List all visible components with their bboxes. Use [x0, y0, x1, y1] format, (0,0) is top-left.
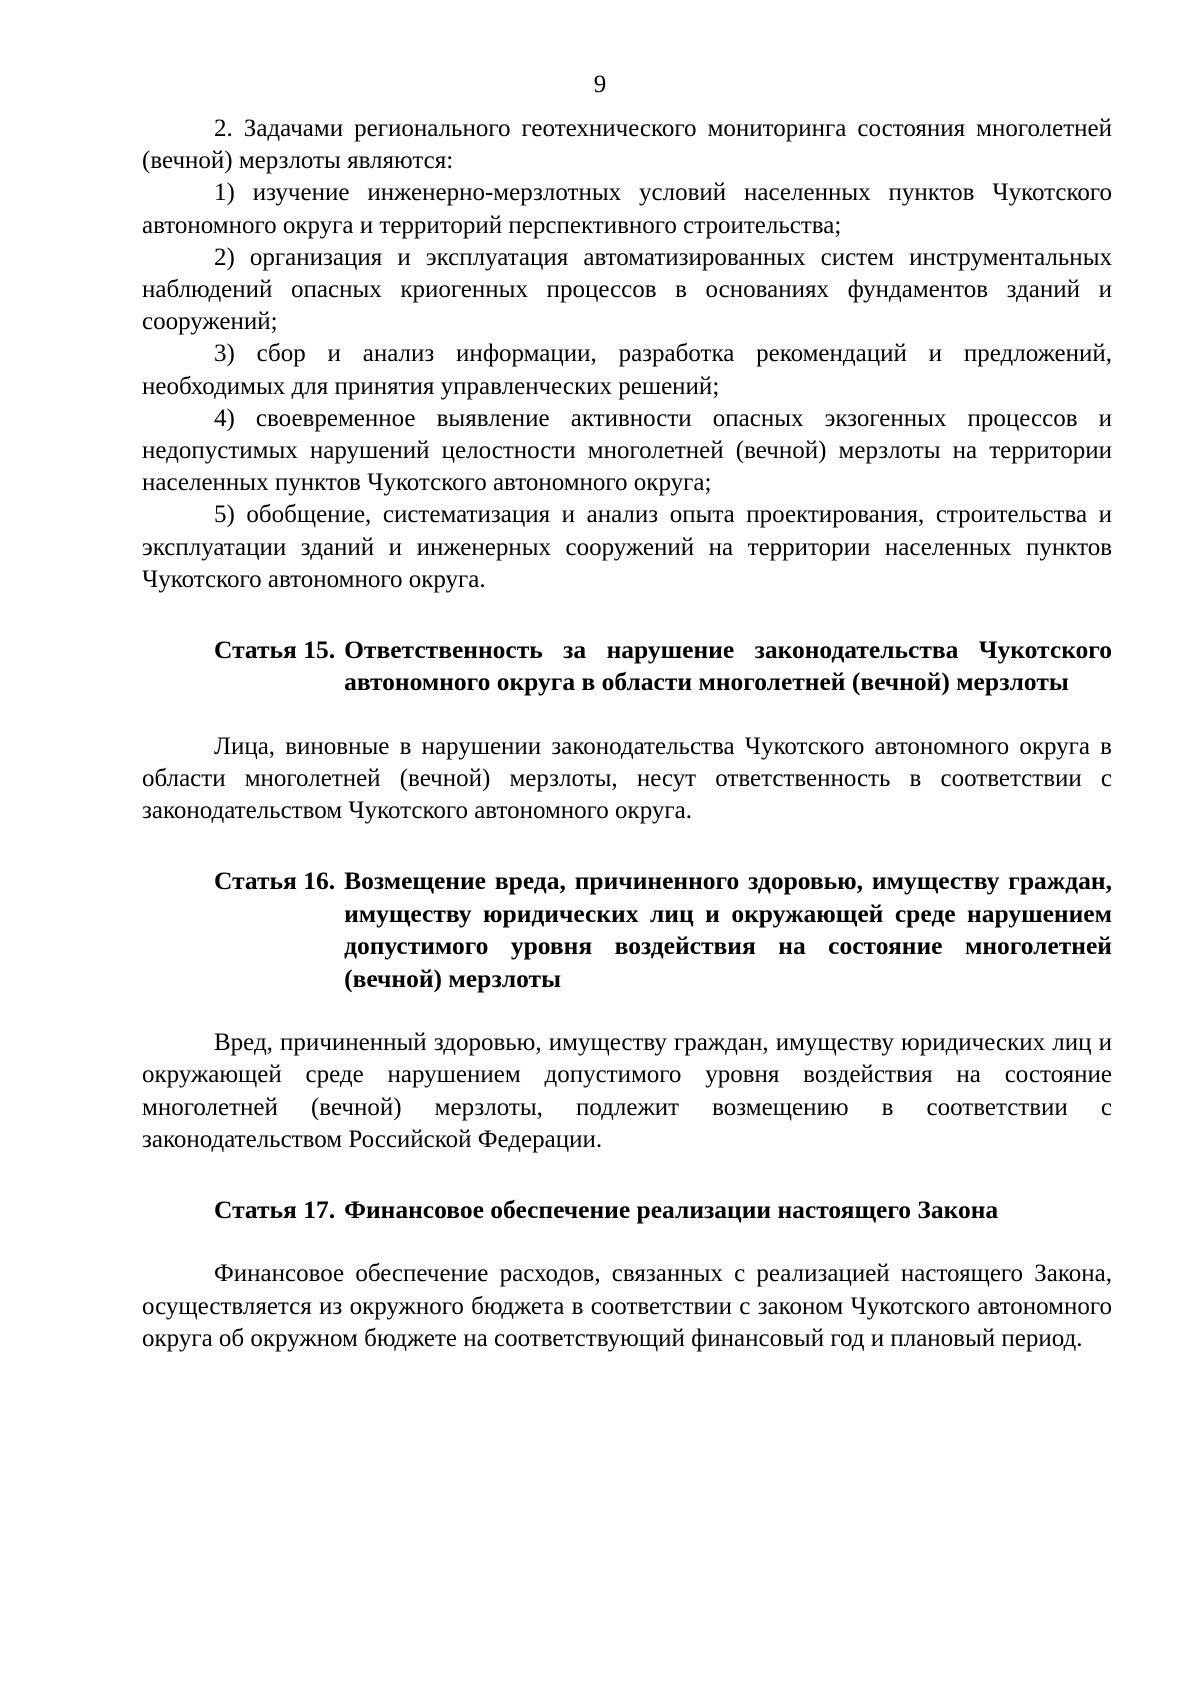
- document-body: [142, 113, 1112, 1355]
- article-15-text: Лица, виновные в нарушении законодательства Чукотского автономного округа в области многолетней (вечной) мерзлоты, несут ответственность в соответствии с законодательством Чукотского автономного округа.: [142, 732, 1112, 825]
- article-16-title: Возмещение вреда, причиненного здоровью, имуществу граждан, имуществу юридических лиц и окружающей среде нарушением допустимого уровня воздействия на состояние многолетней (вечной) мерзлоты: [344, 866, 1112, 993]
- article-15-title: Ответственность за нарушение законодательства Чукотского автономного округа в области многолетней (вечной) мерзлоты: [344, 635, 1112, 697]
- list-item-2: 2) организация и эксплуатация автоматизированных систем инструментальных наблюдений опасных криогенных процессов в основаниях фундаментов зданий и сооружений;: [142, 243, 1112, 336]
- article-15-label: Статья 15.: [214, 635, 336, 665]
- spacer: [142, 1226, 1112, 1258]
- list-item-5: 5) обобщение, систематизация и анализ опыта проектирования, строительства и эксплуатации зданий и инженерных сооружений на территории населенных пунктов Чукотского автономного округа.: [142, 501, 1112, 593]
- article-15-heading: [142, 634, 1112, 699]
- list-item-3: 3) сбор и анализ информации, разработка рекомендаций и предложений, необходимых для принятия управленческих решений;: [142, 340, 1112, 400]
- article-17-label: Статья 17.: [214, 1194, 336, 1224]
- paragraph-tasks-intro: 2. Задачами регионального геотехнического мониторинга состояния многолетней (вечной) мерзлоты являются:: [142, 115, 1112, 175]
- article-17-heading: [142, 1194, 1112, 1226]
- spacer: [142, 995, 1112, 1027]
- list-item-1: 1) изучение инженерно-мерзлотных условий населенных пунктов Чукотского автономного округа и территорий перспективного строительства;: [142, 179, 1112, 239]
- spacer: [142, 827, 1112, 865]
- spacer: [142, 699, 1112, 731]
- article-17-text: Финансовое обеспечение расходов, связанных с реализацией настоящего Закона, осуществляется из окружного бюджета в соответствии с законом Чукотского автономного округа об окружном бюджете на соответствующий финансовый год и плановый период.: [142, 1260, 1112, 1352]
- article-16-text: Вред, причиненный здоровью, имуществу граждан, имуществу юридических лиц и окружающей среде нарушением допустимого уровня воздействия на состояние многолетней (вечной) мерзлоты, подлежит возмещению в соответствии с законодательством Российской Федерации.: [142, 1029, 1112, 1153]
- list-item-4: 4) своевременное выявление активности опасных экзогенных процессов и недопустимых нарушений целостности многолетней (вечной) мерзлоты на территории населенных пунктов Чукотского автономного округа;: [142, 404, 1112, 497]
- spacer: [142, 596, 1112, 634]
- page-number: 9: [593, 71, 607, 98]
- spacer: [142, 1156, 1112, 1194]
- article-17-title: Финансовое обеспечение реализации настоящего Закона: [344, 1194, 999, 1224]
- article-16-label: Статья 16.: [214, 866, 336, 896]
- article-16-heading: [142, 865, 1112, 995]
